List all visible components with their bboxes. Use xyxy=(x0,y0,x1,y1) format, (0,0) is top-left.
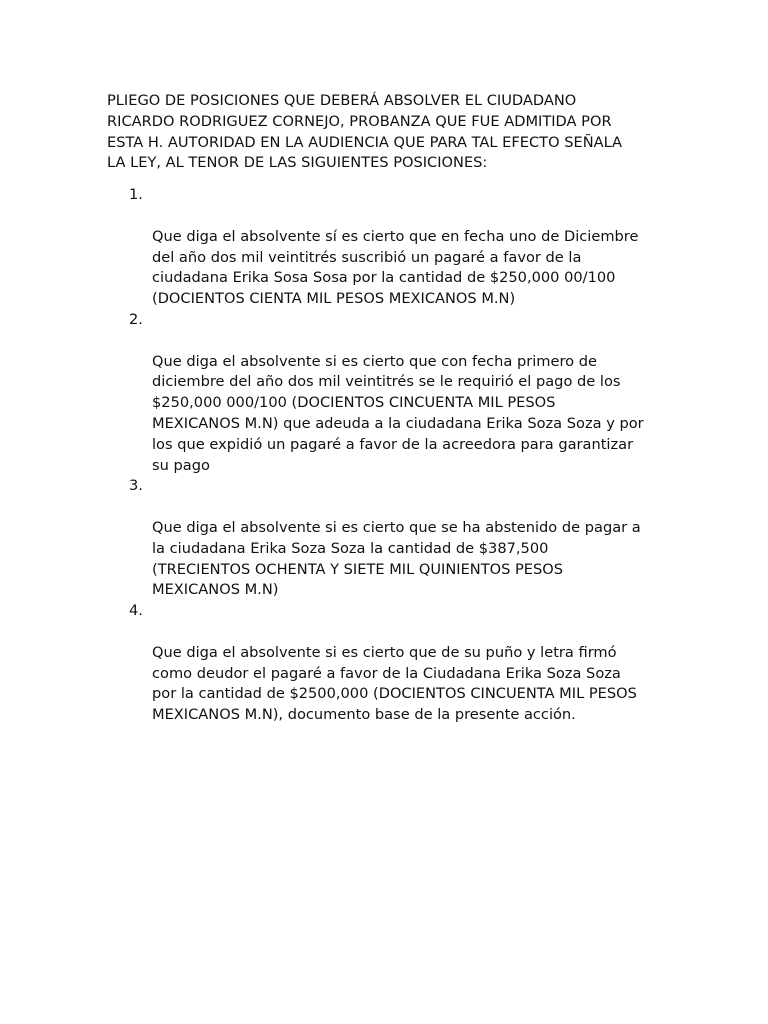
positions-list xyxy=(107,185,667,726)
position-number: 1. xyxy=(129,186,143,204)
position-item-3 xyxy=(107,476,667,601)
position-item-2 xyxy=(107,310,667,476)
document-page xyxy=(107,91,667,726)
position-item-4 xyxy=(107,601,667,726)
position-number: 4. xyxy=(129,602,143,620)
position-text: Que diga el absolvente si es cierto que de su puño y letra firmó como deudor el pagaré a favor de la Ciudadana Erika Soza Soza por la cantidad de $2500,000 (DOCIENTOS CINCUENTA MIL PESOS MEXICANOS M.N), documento base de la presente acción. xyxy=(152,643,637,724)
position-number: 2. xyxy=(129,310,143,328)
document-heading: PLIEGO DE POSICIONES QUE DEBERÁ ABSOLVER EL CIUDADANO RICARDO RODRIGUEZ CORNEJO, PROBANZA QUE FUE ADMITIDA POR ESTA H. AUTORIDAD EN LA AUDIENCIA QUE PARA TAL EFECTO SEÑALA LA LEY, AL TENOR DE LAS SIGUIENTES POSICIONES: xyxy=(107,92,623,172)
position-text: Que diga el absolvente sí es cierto que en fecha uno de Diciembre del año dos mil veintitrés suscribió un pagaré a favor de la ciudadana Erika Sosa Sosa por la cantidad de $250,000 00/100 (DOCIENTOS CIENTA MIL PESOS MEXICANOS M.N) xyxy=(152,227,639,308)
position-text: Que diga el absolvente si es cierto que con fecha primero de diciembre del año dos mil veintitrés se le requirió el pago de los $250,000 000/100 (DOCIENTOS CINCUENTA MIL PESOS MEXICANOS M.N) que adeuda a la ciudadana Erika Soza Soza y por los que expidió un pagaré a favor de la acreedora para garantizar su pago xyxy=(152,352,644,474)
position-text: Que diga el absolvente si es cierto que se ha abstenido de pagar a la ciudadana Erika Soza Soza la cantidad de $387,500 (TRECIENTOS OCHENTA Y SIETE MIL QUINIENTOS PESOS MEXICANOS M.N) xyxy=(152,518,641,599)
position-number: 3. xyxy=(129,477,143,495)
position-item-1 xyxy=(107,185,667,310)
